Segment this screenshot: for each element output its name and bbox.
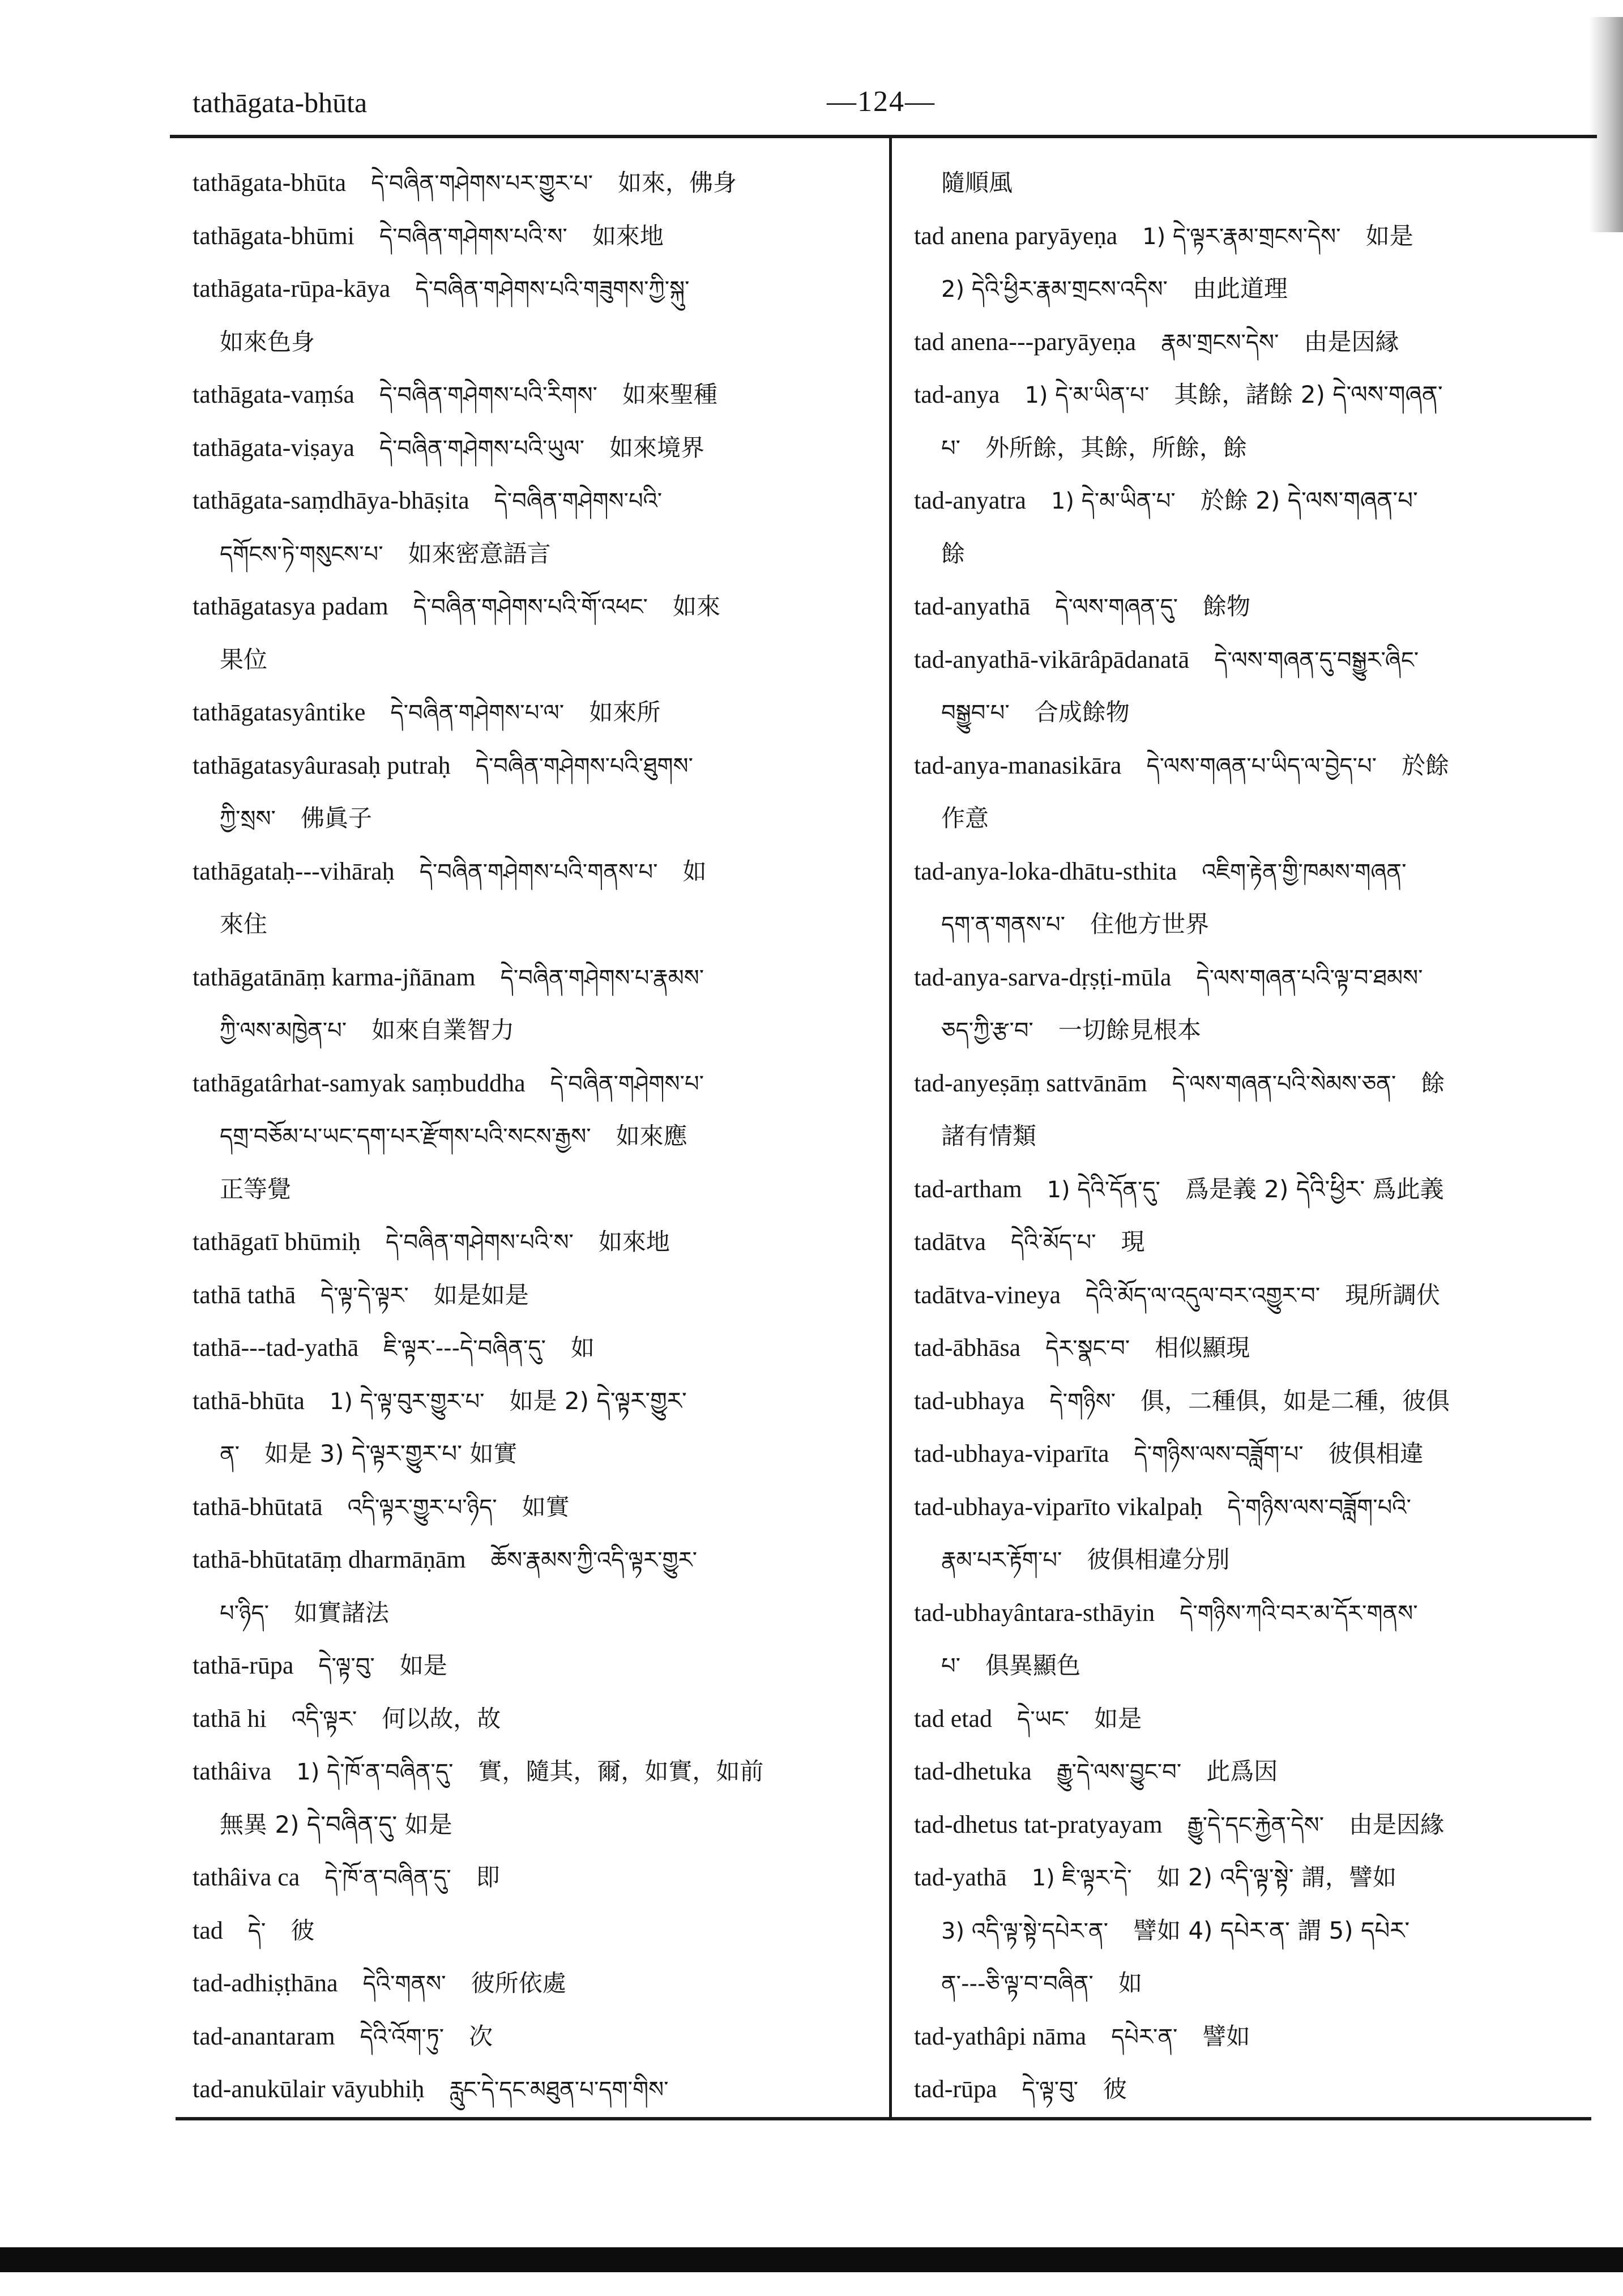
dictionary-entry xyxy=(914,580,1582,633)
dictionary-entry xyxy=(193,1375,861,1428)
entry-continuation-line xyxy=(914,1904,1582,1957)
scan-edge-shadow xyxy=(1589,17,1623,232)
tibetan-equivalent: དེ་བཞིན་གཤེགས་པར་གྱུར་པ་ xyxy=(371,170,593,197)
chinese-gloss: 如來聖種 xyxy=(622,381,717,408)
entry-continuation-line xyxy=(914,1639,1582,1692)
tibetan-equivalent: དེ་ལས་གཞན་དུ་ xyxy=(1055,594,1178,620)
sanskrit-term: tathāgata-bhūmi xyxy=(193,221,355,250)
chinese-gloss: 住他方世界 xyxy=(1090,910,1210,938)
chinese-gloss: 俱，二種俱，如是二種，彼俱 xyxy=(1141,1386,1450,1415)
sanskrit-term: tathā---tad-yathā xyxy=(193,1334,359,1362)
tibetan-equivalent: ན་ xyxy=(220,1441,240,1467)
chinese-gloss: 佛眞子 xyxy=(300,804,372,832)
sanskrit-term: tad-anukūlair vāyubhiḥ xyxy=(193,2075,425,2103)
entry-continuation-line xyxy=(193,1004,861,1057)
sanskrit-term: tad-yathā xyxy=(914,1863,1007,1891)
entry-continuation-line xyxy=(193,1163,861,1216)
tibetan-equivalent: དེ་ལས་གཞན་དུ་བསྒྱུར་ཞིང་ xyxy=(1214,647,1419,673)
tibetan-equivalent: དེའི་མོད་ལ་འདུལ་བར་འགྱུར་བ་ xyxy=(1085,1282,1321,1309)
sanskrit-term: tadātva-vineya xyxy=(914,1281,1061,1309)
dictionary-entry xyxy=(193,156,861,210)
tibetan-equivalent: དེ་བཞིན་གཤེགས་པ་རྣམས་ xyxy=(500,965,704,991)
running-header-word: tathāgata-bhūta xyxy=(193,87,368,118)
chinese-gloss: 餘物 xyxy=(1203,592,1251,620)
tibetan-equivalent: 3) འདི་ལྟ་སྟེ་དཔེར་ན་ xyxy=(941,1918,1108,1944)
chinese-gloss: 如實 xyxy=(522,1492,570,1521)
sanskrit-term: tathāgatasya padam xyxy=(193,592,388,620)
entry-continuation-line xyxy=(193,315,861,369)
dictionary-entry xyxy=(193,1692,861,1746)
tibetan-equivalent: པ་ xyxy=(941,1653,961,1679)
chinese-gloss: 如來，佛身 xyxy=(617,169,737,197)
tibetan-equivalent: དེ་གཉིས་ལས་བཟློག་པ་ xyxy=(1134,1441,1304,1467)
tibetan-equivalent: ཀྱི་ལས་མཁྱེན་པ་ xyxy=(220,1018,347,1044)
chinese-gloss: 如是 xyxy=(1094,1704,1142,1732)
dictionary-entry xyxy=(193,474,861,527)
chinese-gloss: 諸有情類 xyxy=(941,1122,1037,1150)
chinese-gloss: 隨順風 xyxy=(941,169,1013,197)
sanskrit-term: tathâiva ca xyxy=(193,1863,300,1891)
entry-continuation-line xyxy=(914,262,1582,315)
chinese-gloss: 如 xyxy=(570,1334,595,1362)
entry-continuation-line xyxy=(914,686,1582,739)
sanskrit-term: tad etad xyxy=(914,1704,993,1732)
dictionary-entry xyxy=(193,262,861,315)
tibetan-equivalent: དེ་བཞིན་གཤེགས་པའི་ xyxy=(494,488,663,514)
sanskrit-term: tathā tathā xyxy=(193,1281,296,1309)
tibetan-equivalent: ན་---ཅི་ལྟ་བ་བཞིན་ xyxy=(941,1971,1094,1997)
tibetan-equivalent: དེ་བཞིན་གཤེགས་པའི་ཡུལ་ xyxy=(379,435,585,462)
tibetan-equivalent: ཀྱི་སྲས་ xyxy=(220,806,276,832)
tibetan-equivalent: དེ་བཞིན་གཤེགས་པ་ལ་ xyxy=(390,700,565,726)
tibetan-equivalent: དེ་གཉིས་ལས་བཟློག་པའི་ xyxy=(1227,1494,1411,1521)
entry-continuation-line xyxy=(914,1533,1582,1586)
dictionary-entry xyxy=(193,421,861,475)
dictionary-entry xyxy=(193,1480,861,1534)
entry-continuation-line xyxy=(914,1957,1582,2010)
chinese-gloss: 現 xyxy=(1121,1228,1145,1256)
sanskrit-term: tathā hi xyxy=(193,1704,267,1732)
tibetan-equivalent: འདི་ལྟར་གྱུར་པ་ཉིད་ xyxy=(347,1494,497,1521)
dictionary-entry xyxy=(914,1269,1582,1322)
tibetan-equivalent: 1) དེ་ལྟར་རྣམ་གྲངས་དེས་ xyxy=(1142,223,1341,250)
entry-continuation-line xyxy=(914,1004,1582,1057)
chinese-gloss: 彼所依處 xyxy=(471,1969,566,1997)
tibetan-equivalent: དེའི་འོག་ཏུ་ xyxy=(360,2024,445,2050)
dictionary-entry xyxy=(914,315,1582,369)
chinese-gloss: 如是 xyxy=(399,1651,447,1679)
entry-continuation-line xyxy=(914,156,1582,210)
sanskrit-term: tad-anya-sarva-dṛṣṭi-mūla xyxy=(914,963,1172,991)
sanskrit-term: tathāgataḥ---vihāraḥ xyxy=(193,857,395,885)
page-number: —124— xyxy=(827,86,936,118)
chinese-gloss: 爲是義 2) དེའི་ཕྱིར་ 爲此義 xyxy=(1185,1175,1444,1203)
sanskrit-term: tad-adhiṣṭhāna xyxy=(193,1969,338,1997)
footer-rule xyxy=(176,2117,1591,2120)
tibetan-equivalent: དེ་ཁོ་ན་བཞིན་དུ་ xyxy=(324,1865,451,1891)
sanskrit-term: tad-anyathā-vikārâpādanatā xyxy=(914,645,1190,673)
tibetan-equivalent: བསྒྱུབ་པ་ xyxy=(941,700,1010,726)
chinese-gloss: 俱異顯色 xyxy=(985,1651,1081,1679)
chinese-gloss: 次 xyxy=(469,2022,493,2050)
tibetan-equivalent: 1) དེ་མ་ཡིན་པ་ xyxy=(1024,382,1150,408)
dictionary-entry xyxy=(193,2063,861,2116)
dictionary-entry xyxy=(914,1321,1582,1375)
chinese-gloss: 彼俱相違分別 xyxy=(1087,1546,1230,1573)
sanskrit-term: tad-anya-loka-dhātu-sthita xyxy=(914,857,1177,885)
tibetan-equivalent: དེ་ལས་གཞན་པའི་ལྟ་བ་ཐམས་ xyxy=(1196,965,1423,991)
dictionary-entry xyxy=(193,1215,861,1269)
chinese-gloss: 實，隨其，爾，如實，如前 xyxy=(478,1757,764,1785)
sanskrit-term: tathāgata-saṃdhāya-bhāṣita xyxy=(193,486,469,514)
sanskrit-term: tathāgata-vaṃśa xyxy=(193,381,355,408)
dictionary-entry xyxy=(193,1269,861,1322)
tibetan-equivalent: དེ་ལས་གཞན་པ་ཡིད་ལ་བྱེད་པ་ xyxy=(1146,753,1377,779)
sanskrit-term: tathâiva xyxy=(193,1757,272,1785)
chinese-gloss: 由是因縁 xyxy=(1304,327,1399,356)
chinese-gloss: 如 xyxy=(1118,1969,1142,1997)
chinese-gloss: 果位 xyxy=(220,645,268,673)
chinese-gloss: 現所調伏 xyxy=(1345,1281,1441,1309)
chinese-gloss: 彼 xyxy=(1103,2075,1127,2103)
sanskrit-term: tathāgata-viṣaya xyxy=(193,433,355,462)
sanskrit-term: tad-ābhāsa xyxy=(914,1334,1021,1362)
entry-continuation-line xyxy=(193,1109,861,1163)
entry-continuation-line xyxy=(914,421,1582,475)
chinese-gloss: 如是 xyxy=(1365,221,1413,250)
tibetan-equivalent: རླུང་དེ་དང་མཐུན་པ་དག་གིས་ xyxy=(449,2077,669,2103)
dictionary-entry xyxy=(193,686,861,739)
entry-continuation-line xyxy=(914,898,1582,951)
sanskrit-term: tathā-bhūtatāṃ dharmāṇām xyxy=(193,1546,466,1573)
sanskrit-term: tathāgatasyâurasaḥ putraḥ xyxy=(193,751,451,779)
sanskrit-term: tad-anya xyxy=(914,381,1000,408)
sanskrit-term: tad anena paryāyeṇa xyxy=(914,221,1118,250)
chinese-gloss: 一切餘見根本 xyxy=(1058,1016,1201,1044)
tibetan-equivalent: ཆོས་རྣམས་ཀྱི་འདི་ལྟར་གྱུར་ xyxy=(490,1547,697,1573)
chinese-gloss: 外所餘，其餘，所餘，餘 xyxy=(985,433,1248,462)
chinese-gloss: 此爲因 xyxy=(1206,1757,1278,1785)
right-column xyxy=(914,156,1582,2116)
sanskrit-term: tathāgata-rūpa-kāya xyxy=(193,275,391,302)
entry-continuation-line xyxy=(193,1798,861,1851)
tibetan-equivalent: ཅད་ཀྱི་རྩ་བ་ xyxy=(941,1018,1033,1044)
dictionary-entry xyxy=(193,845,861,898)
sanskrit-term: tathāgatasyântike xyxy=(193,698,366,726)
tibetan-equivalent: དེ་ལྟ་བུ་ xyxy=(1022,2077,1079,2103)
chinese-gloss: 如 2) འདི་ལྟ་སྟེ་ 謂，譬如 xyxy=(1156,1863,1396,1891)
dictionary-entry xyxy=(914,1057,1582,1110)
tibetan-equivalent: དག་ན་གནས་པ་ xyxy=(941,912,1066,938)
sanskrit-term: tad-anyathā xyxy=(914,592,1031,620)
chinese-gloss: 如實諸法 xyxy=(294,1598,390,1627)
sanskrit-term: tad-anyatra xyxy=(914,486,1026,514)
tibetan-equivalent: དཔེར་ན་ xyxy=(1111,2024,1178,2050)
sanskrit-term: tad-ubhayântara-sthāyin xyxy=(914,1598,1155,1627)
dictionary-entry xyxy=(914,633,1582,686)
entry-continuation-line xyxy=(193,1586,861,1640)
chinese-gloss: 如 xyxy=(682,857,707,885)
chinese-gloss: 譬如 xyxy=(1202,2022,1250,2050)
tibetan-equivalent: དེ་བཞིན་གཤེགས་པའི་གོ་འཕང་ xyxy=(413,594,648,620)
tibetan-equivalent: དེ་བཞིན་གཤེགས་པའི་ས་ xyxy=(385,1230,574,1256)
tibetan-equivalent: དེ་བཞིན་གཤེགས་པའི་གཟུགས་ཀྱི་སྐུ་ xyxy=(415,276,690,302)
chinese-gloss: 彼俱相違 xyxy=(1328,1440,1424,1467)
chinese-gloss: 如來 xyxy=(672,592,720,620)
tibetan-equivalent: དེ་བཞིན་གཤེགས་པའི་ས་ xyxy=(379,223,567,250)
sanskrit-term: tad anena---paryāyeṇa xyxy=(914,327,1137,356)
dictionary-entry xyxy=(193,2010,861,2063)
tibetan-equivalent: དེ་ xyxy=(247,1918,266,1944)
sanskrit-term: tad-dhetus tat-pratyayam xyxy=(914,1810,1163,1838)
tibetan-equivalent: 1) དེ་ལྟ་བུར་གྱུར་པ་ xyxy=(329,1388,485,1415)
chinese-gloss: 其餘，諸餘 2) དེ་ལས་གཞན་ xyxy=(1174,381,1443,408)
dictionary-entry xyxy=(914,474,1582,527)
sanskrit-term: tathāgatī bhūmiḥ xyxy=(193,1228,361,1256)
tibetan-equivalent: དགོངས་ཏེ་གསུངས་པ་ xyxy=(220,541,383,567)
dictionary-entry xyxy=(193,1904,861,1957)
tibetan-equivalent: རྒྱུ་དེ་ལས་བྱུང་བ་ xyxy=(1056,1759,1182,1785)
chinese-gloss: 如來應 xyxy=(616,1122,687,1150)
sanskrit-term: tadātva xyxy=(914,1228,986,1256)
sanskrit-term: tad-ubhaya-viparīto vikalpaḥ xyxy=(914,1492,1203,1521)
tibetan-equivalent: པ་ xyxy=(941,435,961,462)
tibetan-equivalent: པ་ཉིད་ xyxy=(220,1600,269,1627)
entry-continuation-line xyxy=(193,898,861,951)
chinese-gloss: 如來地 xyxy=(598,1228,670,1256)
dictionary-entry xyxy=(914,1586,1582,1640)
chinese-gloss: 彼 xyxy=(291,1916,315,1944)
entry-continuation-line xyxy=(914,527,1582,581)
tibetan-equivalent: དེ་བཞིན་གཤེགས་པའི་གནས་པ་ xyxy=(419,859,658,885)
chinese-gloss: 由此道理 xyxy=(1192,275,1288,302)
tibetan-equivalent: དགྲ་བཅོམ་པ་ཡང་དག་པར་རྫོགས་པའི་སངས་རྒྱས་ xyxy=(220,1124,591,1150)
tibetan-equivalent: 1) དེ་ཁོ་ན་བཞིན་དུ་ xyxy=(296,1759,454,1785)
dictionary-entry xyxy=(914,1215,1582,1269)
sanskrit-term: tathāgatârhat-samyak saṃbuddha xyxy=(193,1069,526,1097)
dictionary-entry xyxy=(193,1639,861,1692)
chinese-gloss: 於餘 xyxy=(1402,751,1450,779)
header-rule xyxy=(170,135,1597,138)
entry-continuation-line xyxy=(193,527,861,581)
sanskrit-term: tathāgata-bhūta xyxy=(193,169,347,197)
tibetan-equivalent: དེའི་མོད་པ་ xyxy=(1011,1230,1096,1256)
tibetan-equivalent: 1) དེའི་དོན་དུ་ xyxy=(1047,1176,1160,1203)
sanskrit-term: tad-rūpa xyxy=(914,2075,997,2103)
entry-continuation-line xyxy=(914,1109,1582,1163)
chinese-gloss: 即 xyxy=(476,1863,500,1891)
sanskrit-term: tad xyxy=(193,1916,223,1944)
tibetan-equivalent: རྣམ་གྲངས་དེས་ xyxy=(1161,329,1279,356)
dictionary-entry xyxy=(914,1692,1582,1746)
dictionary-entry xyxy=(193,1957,861,2010)
tibetan-equivalent: འདི་ལྟར་ xyxy=(291,1706,357,1732)
dictionary-entry xyxy=(914,210,1582,263)
chinese-gloss: 無異 2) དེ་བཞིན་དུ་ 如是 xyxy=(220,1810,452,1838)
tibetan-equivalent: དེའི་གནས་ xyxy=(362,1971,446,1997)
dictionary-entry xyxy=(914,1745,1582,1798)
tibetan-equivalent: དེ་གཉིས་ xyxy=(1049,1388,1116,1415)
tibetan-equivalent: 1) དེ་མ་ཡིན་པ་ xyxy=(1050,488,1176,514)
tibetan-equivalent: དེ་བཞིན་གཤེགས་པ་ xyxy=(550,1070,704,1097)
chinese-gloss: 作意 xyxy=(941,804,989,832)
dictionary-entry xyxy=(914,368,1582,421)
sanskrit-term: tad-anya-manasikāra xyxy=(914,751,1122,779)
dictionary-entry xyxy=(914,1375,1582,1428)
tibetan-equivalent: དེ་ལས་གཞན་པའི་སེམས་ཅན་ xyxy=(1172,1070,1396,1097)
dictionary-entry xyxy=(914,1798,1582,1851)
dictionary-entry xyxy=(914,1851,1582,1904)
sanskrit-term: tad-anyeṣāṃ sattvānām xyxy=(914,1069,1147,1097)
sanskrit-term: tathāgatānāṃ karma-jñānam xyxy=(193,963,476,991)
sanskrit-term: tad-ubhaya xyxy=(914,1386,1025,1415)
tibetan-equivalent: དེ་བཞིན་གཤེགས་པའི་རིགས་ xyxy=(379,382,597,408)
tibetan-equivalent: དེར་སྣང་བ་ xyxy=(1045,1335,1130,1362)
dictionary-entry xyxy=(193,951,861,1004)
dictionary-entry xyxy=(914,951,1582,1004)
left-column xyxy=(193,156,861,2116)
entry-continuation-line xyxy=(193,792,861,845)
sanskrit-term: tathā-bhūtatā xyxy=(193,1492,323,1521)
dictionary-entry xyxy=(193,1533,861,1586)
chinese-gloss: 由是因緣 xyxy=(1348,1810,1444,1838)
dictionary-entry xyxy=(193,210,861,263)
tibetan-equivalent: དེ་ལྟ་དེ་ལྟར་ xyxy=(321,1282,409,1309)
column-divider xyxy=(889,136,892,2118)
chinese-gloss: 相似顯現 xyxy=(1155,1334,1250,1362)
tibetan-equivalent: ཇི་ལྟར་---དེ་བཞིན་དུ་ xyxy=(383,1335,546,1362)
dictionary-entry xyxy=(193,1057,861,1110)
dictionary-entry xyxy=(193,739,861,792)
sanskrit-term: tathā-rūpa xyxy=(193,1651,294,1679)
tibetan-equivalent: དེ་བཞིན་གཤེགས་པའི་ཐུགས་ xyxy=(475,753,693,779)
chinese-gloss: 如來地 xyxy=(592,221,664,250)
tibetan-equivalent: དེ་ལྟ་བུ་ xyxy=(318,1653,375,1679)
tibetan-equivalent: དེ་གཉིས་ཀའི་བར་མ་དོར་གནས་ xyxy=(1180,1600,1418,1627)
tibetan-equivalent: དེ་ཡང་ xyxy=(1017,1706,1070,1732)
scan-bottom-bar xyxy=(0,2247,1623,2272)
chinese-gloss: 合成餘物 xyxy=(1034,698,1130,726)
sanskrit-term: tad-artham xyxy=(914,1175,1022,1203)
chinese-gloss: 如是 3) དེ་ལྟར་གྱུར་པ་ 如實 xyxy=(264,1440,518,1467)
chinese-gloss: 餘 xyxy=(941,539,966,567)
dictionary-entry xyxy=(914,2063,1582,2116)
dictionary-entry xyxy=(914,2010,1582,2063)
sanskrit-term: tad-anantaram xyxy=(193,2022,335,2050)
sanskrit-term: tad-dhetuka xyxy=(914,1757,1032,1785)
tibetan-equivalent: འཇིག་རྟེན་གྱི་ཁམས་གཞན་ xyxy=(1202,859,1407,885)
sanskrit-term: tad-ubhaya-viparīta xyxy=(914,1440,1109,1467)
chinese-gloss: 如來自業智力 xyxy=(371,1016,515,1044)
sanskrit-term: tad-yathâpi nāma xyxy=(914,2022,1087,2050)
chinese-gloss: 如來所 xyxy=(589,698,661,726)
chinese-gloss: 餘 xyxy=(1421,1069,1445,1097)
tibetan-equivalent: རྣམ་པར་རྟོག་པ་ xyxy=(941,1547,1062,1573)
chinese-gloss: 如來境界 xyxy=(609,433,705,462)
dictionary-entry xyxy=(193,1745,861,1798)
dictionary-entry xyxy=(914,1480,1582,1534)
chinese-gloss: 如來密意語言 xyxy=(408,539,551,567)
entry-continuation-line xyxy=(193,633,861,686)
chinese-gloss: 何以故，故 xyxy=(382,1704,501,1732)
dictionary-entry xyxy=(193,580,861,633)
chinese-gloss: 如是如是 xyxy=(433,1281,529,1309)
tibetan-equivalent: 2) དེའི་ཕྱིར་རྣམ་གྲངས་འདིས་ xyxy=(941,276,1168,302)
dictionary-entry xyxy=(193,368,861,421)
chinese-gloss: 正等覺 xyxy=(220,1175,292,1203)
dictionary-entry xyxy=(914,1163,1582,1216)
entry-continuation-line xyxy=(193,1427,861,1480)
dictionary-entry xyxy=(914,1427,1582,1480)
chinese-gloss: 如來色身 xyxy=(220,327,315,356)
dictionary-entry xyxy=(914,845,1582,898)
tibetan-equivalent: 1) ཇི་ལྟར་དེ་ xyxy=(1031,1865,1132,1891)
chinese-gloss: 如是 2) དེ་ལྟར་གྱུར་ xyxy=(509,1386,687,1415)
entry-continuation-line xyxy=(914,792,1582,845)
tibetan-equivalent: རྒྱུ་དེ་དང་རྐྱེན་དེས་ xyxy=(1187,1812,1324,1838)
chinese-gloss: 於餘 2) དེ་ལས་གཞན་པ་ xyxy=(1200,486,1418,514)
chinese-gloss: 譬如 4) དཔེར་ན་ 謂 5) དཔེར་ xyxy=(1133,1916,1410,1944)
dictionary-entry xyxy=(193,1321,861,1375)
dictionary-entry xyxy=(914,739,1582,792)
chinese-gloss: 來住 xyxy=(220,910,268,938)
dictionary-entry xyxy=(193,1851,861,1904)
sanskrit-term: tathā-bhūta xyxy=(193,1386,305,1415)
